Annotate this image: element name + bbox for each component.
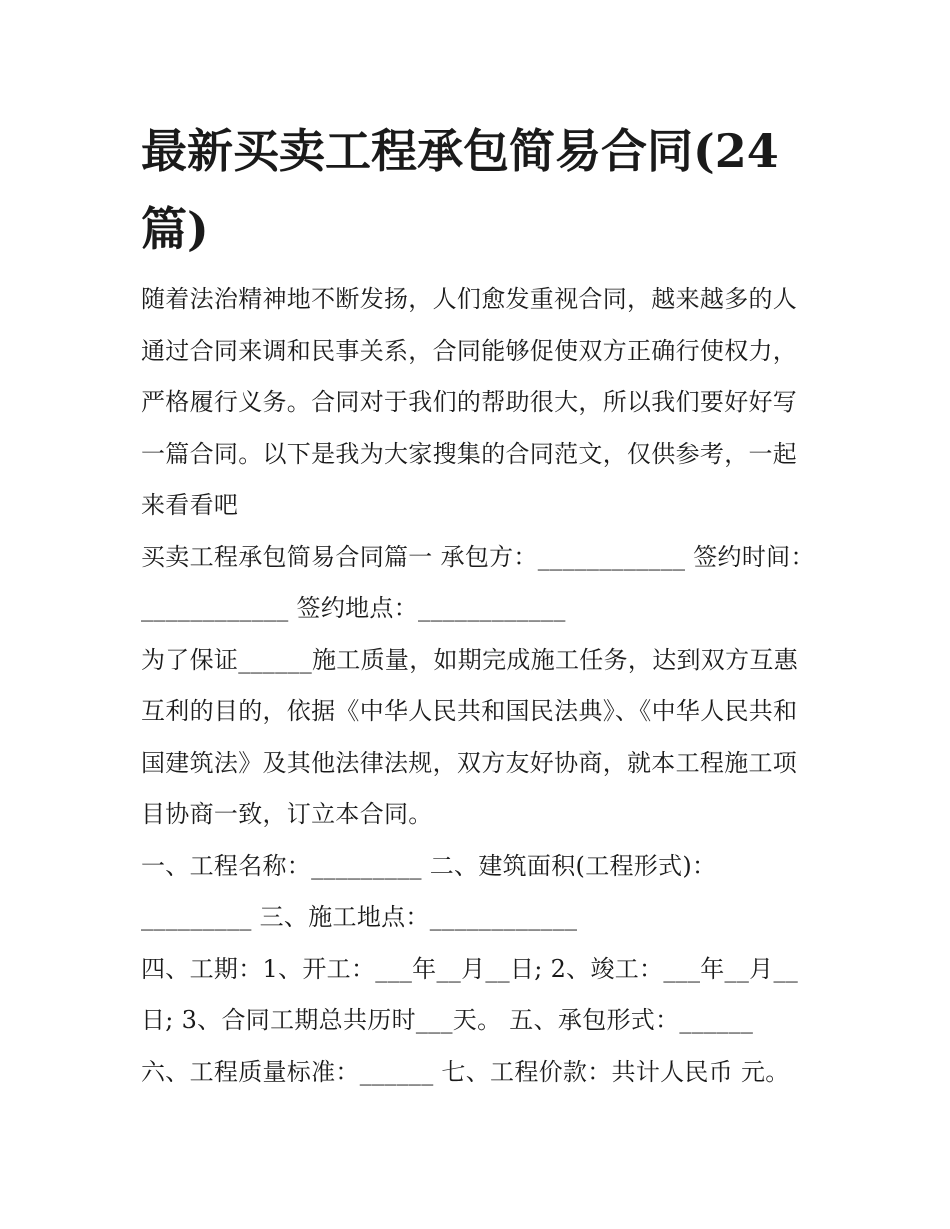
clause-project-name: 一、工程名称：_________ 二、建筑面积(工程形式)：_________ 三、施工地点：____________ <box>141 851 717 931</box>
document-page <box>141 112 821 1098</box>
document-title: 最新买卖工程承包简易合同(24篇) <box>141 124 779 256</box>
intro-paragraph: 随着法治精神地不断发扬，人们愈发重视合同，越来越多的人通过合同来调和民事关系，合同能够促使双方正确行使权力，严格履行义务。合同对于我们的帮助很大，所以我们要好好写一篇合同。以下是我为大家搜集的合同范文，仅供参考，一起来看看吧 <box>141 285 798 519</box>
clause-quality-price: 六、工程质量标准：______ 七、工程价款：共计人民币 元。 <box>141 1057 790 1086</box>
clause-schedule: 四、工期：1、开工：___年__月__日; 2、竣工：___年__月__日; 3、合同工期总共历时___天。 五、承包形式：______ <box>141 954 799 1034</box>
purpose-paragraph: 为了保证______施工质量，如期完成施工任务，达到双方互惠互利的目的，依据《中华人民共和国民法典》、《中华人民共和国建筑法》及其他法律法规，双方友好协商，就本工程施工项目协商一致，订立本合同。 <box>141 645 798 828</box>
contract-header-paragraph: 买卖工程承包简易合同篇一 承包方：____________ 签约时间：____________ 签约地点：____________ <box>141 542 815 622</box>
